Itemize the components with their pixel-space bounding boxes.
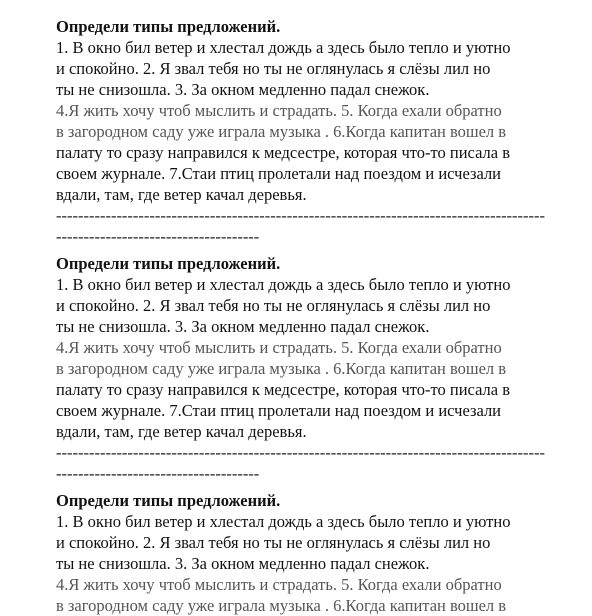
exercise-text — [56, 274, 576, 442]
text-line-1: 1. В окно бил ветер и хлестал дождь а здесь было тепло и уютно — [56, 512, 511, 531]
text-line-6: палату то сразу направился к медсестре, которая что-то писала в — [56, 143, 511, 162]
text-line-2: и спокойно. 2. Я звал тебя но ты не оглянулась я слёзы лил но — [56, 533, 491, 552]
text-line-4: 4.Я жить хочу чтоб мыслить и страдать. 5. Когда ехали обратно — [56, 101, 502, 120]
text-line-5: в загородном саду уже играла музыка . 6.Когда капитан вошел в — [56, 596, 507, 615]
text-line-8: вдали, там, где ветер качал деревья. — [56, 422, 307, 441]
text-line-1: 1. В окно бил ветер и хлестал дождь а здесь было тепло и уютно — [56, 275, 511, 294]
text-line-3: ты не снизошла. 3. За окном медленно падал снежок. — [56, 554, 430, 573]
exercise-block-2 — [56, 253, 576, 484]
exercise-title: Определи типы предложений. — [56, 254, 281, 273]
text-line-1: 1. В окно бил ветер и хлестал дождь а здесь было тепло и уютно — [56, 38, 511, 57]
exercise-block-1 — [56, 16, 576, 247]
text-line-4: 4.Я жить хочу чтоб мыслить и страдать. 5. Когда ехали обратно — [56, 338, 502, 357]
separator-line-short: ------------------------------------- — [56, 464, 260, 483]
text-line-7: своем журнале. 7.Стаи птиц пролетали над поездом и исчезали — [56, 164, 502, 183]
exercise-title: Определи типы предложений. — [56, 491, 281, 510]
text-line-2: и спокойно. 2. Я звал тебя но ты не оглянулась я слёзы лил но — [56, 59, 491, 78]
text-line-5: в загородном саду уже играла музыка . 6.Когда капитан вошел в — [56, 122, 507, 141]
separator-line-long: ----------------------------------------------------------------------------------------- — [56, 206, 546, 225]
text-line-6: палату то сразу направился к медсестре, которая что-то писала в — [56, 380, 511, 399]
exercise-title: Определи типы предложений. — [56, 17, 281, 36]
text-line-4: 4.Я жить хочу чтоб мыслить и страдать. 5. Когда ехали обратно — [56, 575, 502, 594]
exercise-block-3 — [56, 490, 576, 616]
text-line-3: ты не снизошла. 3. За окном медленно падал снежок. — [56, 317, 430, 336]
exercise-text — [56, 511, 576, 616]
document — [56, 16, 576, 616]
text-line-2: и спокойно. 2. Я звал тебя но ты не оглянулась я слёзы лил но — [56, 296, 491, 315]
exercise-text — [56, 37, 576, 205]
separator-line-short: ------------------------------------- — [56, 227, 260, 246]
text-line-3: ты не снизошла. 3. За окном медленно падал снежок. — [56, 80, 430, 99]
text-line-5: в загородном саду уже играла музыка . 6.Когда капитан вошел в — [56, 359, 507, 378]
text-line-8: вдали, там, где ветер качал деревья. — [56, 185, 307, 204]
separator-line-long: ----------------------------------------------------------------------------------------- — [56, 443, 546, 462]
text-line-7: своем журнале. 7.Стаи птиц пролетали над поездом и исчезали — [56, 401, 502, 420]
